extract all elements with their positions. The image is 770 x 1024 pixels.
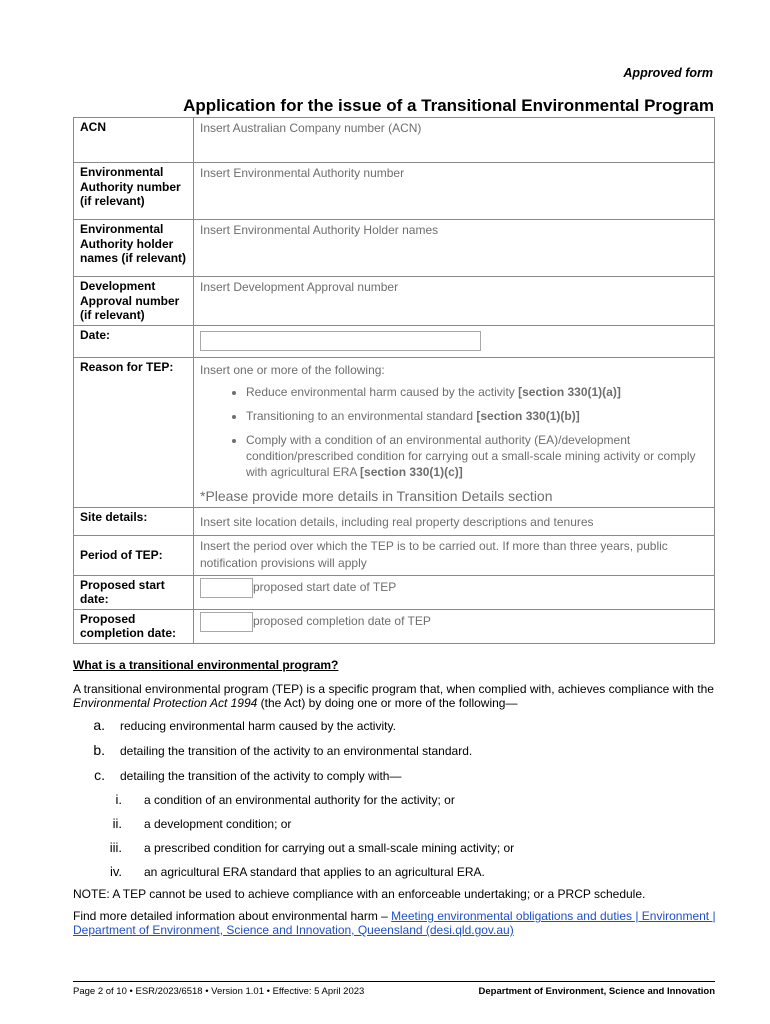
approved-form-label: Approved form <box>623 66 713 80</box>
start-date-input[interactable] <box>200 578 253 598</box>
tep-note: NOTE: A TEP cannot be used to achieve compliance with an enforceable undertaking; or a PRCP schedule. <box>73 887 646 901</box>
reason-row <box>74 357 715 507</box>
list-item: iii. a prescribed condition for carrying out a small-scale mining activity; or <box>109 840 515 855</box>
completion-date-hint: proposed completion date of TEP <box>253 613 431 628</box>
list-item: b. detailing the transition of the activity to an environmental standard. <box>93 742 473 758</box>
completion-row <box>74 609 715 643</box>
ea-holder-row <box>74 220 715 277</box>
tep-info-heading: What is a transitional environmental program? <box>73 658 339 672</box>
tep-info-intro: A transitional environmental program (TEP) is a specific program that, when complied with, achieves compliance with the Environmental Protection Act 1994 (the Act) by doing one or more of the following— <box>73 682 714 710</box>
tep-info-section <box>73 658 718 937</box>
list-item: i. a condition of an environmental authority for the activity; or <box>115 792 455 807</box>
reason-label: Reason for TEP: <box>74 357 194 507</box>
footer-page-info: Page 2 of 10 • ESR/2023/6518 • Version 1.01 • Effective: 5 April 2023 <box>73 986 365 997</box>
da-number-field[interactable]: Insert Development Approval number <box>194 277 715 326</box>
list-item: c. detailing the transition of the activity to comply with— <box>94 767 402 783</box>
start-label: Proposed start date: <box>74 575 194 609</box>
environmental-obligations-link[interactable]: Meeting environmental obligations and duties | Environment | Department of Environment, Science and Innovation, Queensland (desi.qld.gov.au) <box>73 909 716 937</box>
site-label: Site details: <box>74 507 194 535</box>
ea-number-field[interactable]: Insert Environmental Authority number <box>194 163 715 220</box>
tep-options-list <box>73 718 718 783</box>
da-number-label: Development Approval number (if relevant) <box>74 277 194 326</box>
reason-field[interactable] <box>194 357 715 507</box>
tep-sub-options-list <box>73 793 718 879</box>
footer-divider <box>73 981 715 982</box>
site-field[interactable]: Insert site location details, including real property descriptions and tenures <box>194 507 715 535</box>
ea-holder-field[interactable]: Insert Environmental Authority Holder names <box>194 220 715 277</box>
list-item: ii. a development condition; or <box>112 816 292 831</box>
page-title: Application for the issue of a Transitional Environmental Program <box>183 96 714 115</box>
period-field[interactable]: Insert the period over which the TEP is to be carried out. If more than three years, public notification provisions will apply <box>194 535 715 575</box>
reason-item: • Comply with a condition of an environmental authority (EA)/development condition/prescribed condition for carrying out a small-scale mining activity or comply with agricultural ERA [section 330(1)(c)] <box>246 432 708 480</box>
application-form-table <box>73 117 715 644</box>
period-row <box>74 535 715 575</box>
completion-date-input[interactable] <box>200 612 253 632</box>
period-label: Period of TEP: <box>74 535 194 575</box>
transition-details-note: *Please provide more details in Transition Details section <box>200 487 553 504</box>
date-label: Date: <box>74 325 194 357</box>
start-date-hint: proposed start date of TEP <box>253 579 397 594</box>
ea-number-label: Environmental Authority number (if relevant) <box>74 163 194 220</box>
reason-item: • Transitioning to an environmental standard [section 330(1)(b)] <box>246 408 708 424</box>
reason-item: • Reduce environmental harm caused by the activity [section 330(1)(a)] <box>246 384 708 400</box>
completion-label: Proposed completion date: <box>74 609 194 643</box>
date-row <box>74 325 715 357</box>
more-info-paragraph: Find more detailed information about environmental harm – Meeting environmental obligations and duties | Environment | Department of Environment, Science and Innovation, Queensland (desi.qld.gov.au) <box>73 909 716 937</box>
start-row <box>74 575 715 609</box>
ea-number-row <box>74 163 715 220</box>
list-item: a. reducing environmental harm caused by the activity. <box>93 717 396 733</box>
acn-row <box>74 118 715 163</box>
list-item: iv. an agricultural ERA standard that applies to an agricultural ERA. <box>109 864 485 879</box>
da-number-row <box>74 277 715 326</box>
ea-holder-label: Environmental Authority holder names (if relevant) <box>74 220 194 277</box>
site-row <box>74 507 715 535</box>
footer-department: Department of Environment, Science and Innovation <box>478 986 715 997</box>
reason-list <box>200 384 708 480</box>
acn-label: ACN <box>74 118 194 163</box>
acn-field[interactable]: Insert Australian Company number (ACN) <box>194 118 715 163</box>
reason-intro: Insert one or more of the following: <box>200 362 385 377</box>
date-input[interactable] <box>200 331 481 351</box>
